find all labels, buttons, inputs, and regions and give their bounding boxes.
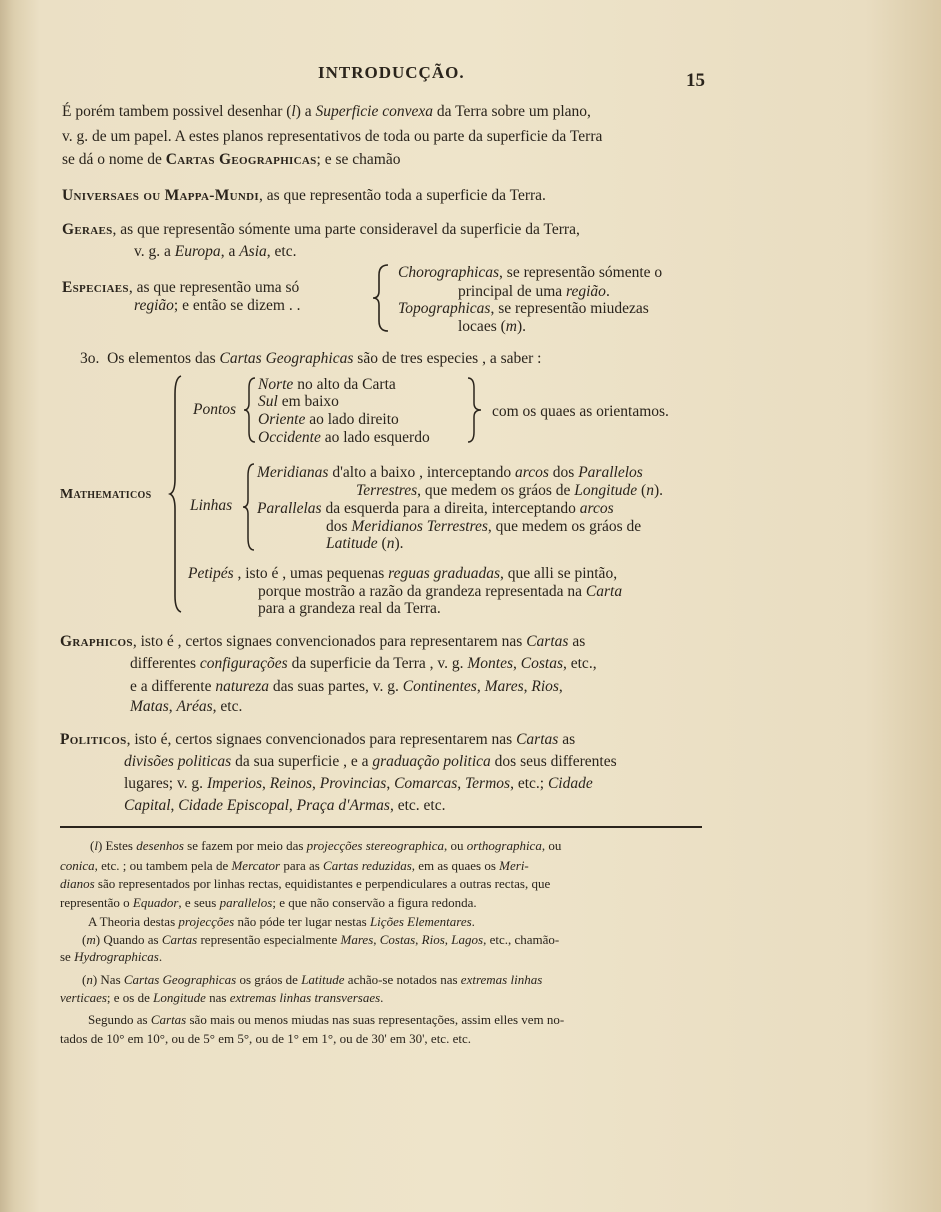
topographicas-line-1: Topographicas, se representão miudezas [398,300,649,317]
intro-line-2: v. g. de um papel. A estes planos representativos de toda ou parte da superficie da Terra [62,128,603,145]
universaes-line: Universaes ou Mappa-Mundi, as que representão toda a superficie da Terra. [62,187,546,204]
petipes-line-2: porque mostrão a razão da grandeza representada na Carta [258,583,623,600]
petipes-line-1: Petipés , isto é , umas pequenas reguas graduadas, que alli se pintão, [188,565,618,582]
linhas-line-5: Latitude (n). [326,535,404,552]
footnote-n-line-3: Segundo as Cartas são mais ou menos miudas nas suas representações, assim elles vem no- [88,1012,565,1027]
footnote-l-line-1: (l) Estes desenhos se fazem por meio das projecções stereographica, ou orthographica, ou [90,838,562,853]
politicos-line-1: Politicos, isto é, certos signaes convencionados para representarem nas Cartas as [60,731,576,748]
pontos-item-norte: Norte no alto da Carta [258,376,396,393]
linhas-label: Linhas [190,497,233,514]
pontos-item-occidente: Occidente ao lado esquerdo [258,429,430,446]
especiaes-line-1: Especiaes, as que representão uma só [62,279,300,296]
graphicos-line-1: Graphicos, isto é , certos signaes convencionados para representarem nas Cartas as [60,633,586,650]
intro-line-3: se dá o nome de Cartas Geographicas; e se chamão [62,151,401,168]
intro-line-1: É porém tambem possivel desenhar (l) a Superficie convexa da Terra sobre um plano, [62,103,591,120]
footnote-l-line-4: representão o Equador, e seus parallelos; e que não conservão a figura redonda. [60,895,477,910]
footnote-n-line-1: (n) Nas Cartas Geographicas os gráos de Latitude achão-se notados nas extremas linhas [82,972,543,987]
running-header: INTRODUCÇÃO. [318,63,465,82]
politicos-line-2: divisões politicas da sua superficie , e a graduação politica dos seus differentes [124,753,617,770]
pontos-item-oriente: Oriente ao lado direito [258,411,399,428]
graphicos-line-2: differentes configurações da superficie da Terra , v. g. Montes, Costas, etc., [130,655,597,672]
linhas-brace [242,462,256,552]
topographicas-line-2: locaes (m). [458,318,527,335]
pontos-result: com os quaes as orientamos. [492,403,669,420]
geraes-line-1: Geraes, as que representão sómente uma parte consideravel da superficie da Terra, [62,221,580,238]
linhas-line-2: Terrestres, que medem os gráos de Longitude (n). [356,482,663,499]
footnote-l-line-5: A Theoria destas projecções não póde ter lugar nestas Lições Elementares. [88,914,475,929]
footnote-n-line-2: verticaes; e os de Longitude nas extremas linhas transversaes. [60,990,384,1005]
pontos-left-brace [243,376,257,444]
linhas-line-1: Meridianas d'alto a baixo , interceptando arcos dos Parallelos [257,464,643,481]
footnote-l-line-3: dianos são representados por linhas rectas, equidistantes e perpendiculares a outras rectas, que [60,876,551,891]
politicos-line-4: Capital, Cidade Episcopal, Praça d'Armas, etc. etc. [124,797,446,814]
chorographicas-line-1: Chorographicas, se representão sómente o [398,264,663,281]
graphicos-line-4: Matas, Aréas, etc. [130,698,243,715]
section-30-line: 3o. Os elementos das Cartas Geographicas são de tres especies , a saber : [80,350,542,367]
footnote-m-line-2: se Hydrographicas. [60,949,163,964]
geraes-line-2: v. g. a Europa, a Asia, etc. [134,243,297,260]
especiaes-brace [370,263,392,333]
footnote-divider [60,826,702,828]
mathematicos-brace [168,374,184,614]
footnote-n-line-4: tados de 10° em 10°, ou de 5° em 5°, ou de 1° em 1°, ou de 30' em 30', etc. etc. [60,1031,471,1046]
pontos-item-sul: Sul em baixo [258,393,339,410]
footnote-l-line-2: conica, etc. ; ou tambem pela de Mercator para as Cartas reduzidas, em as quaes os Meri- [60,858,529,873]
linhas-line-3: Parallelas da esquerda para a direita, interceptando arcos [257,500,614,517]
pontos-right-brace [466,376,484,444]
graphicos-line-3: e a differente natureza das suas partes, v. g. Continentes, Mares, Rios, [130,678,563,695]
footnote-m-line-1: (m) Quando as Cartas representão especialmente Mares, Costas, Rios, Lagos, etc., chamão- [82,932,560,947]
mathematicos-label: Mathematicos [60,487,152,502]
pontos-label: Pontos [193,401,237,418]
politicos-line-3: lugares; v. g. Imperios, Reinos, Provincias, Comarcas, Termos, etc.; Cidade [124,775,593,792]
linhas-line-4: dos Meridianos Terrestres, que medem os gráos de [326,518,642,535]
page-number: 15 [686,70,705,91]
especiaes-line-2: região; e então se dizem . . [134,297,301,314]
petipes-line-3: para a grandeza real da Terra. [258,600,441,617]
chorographicas-line-2: principal de uma região. [458,283,610,300]
